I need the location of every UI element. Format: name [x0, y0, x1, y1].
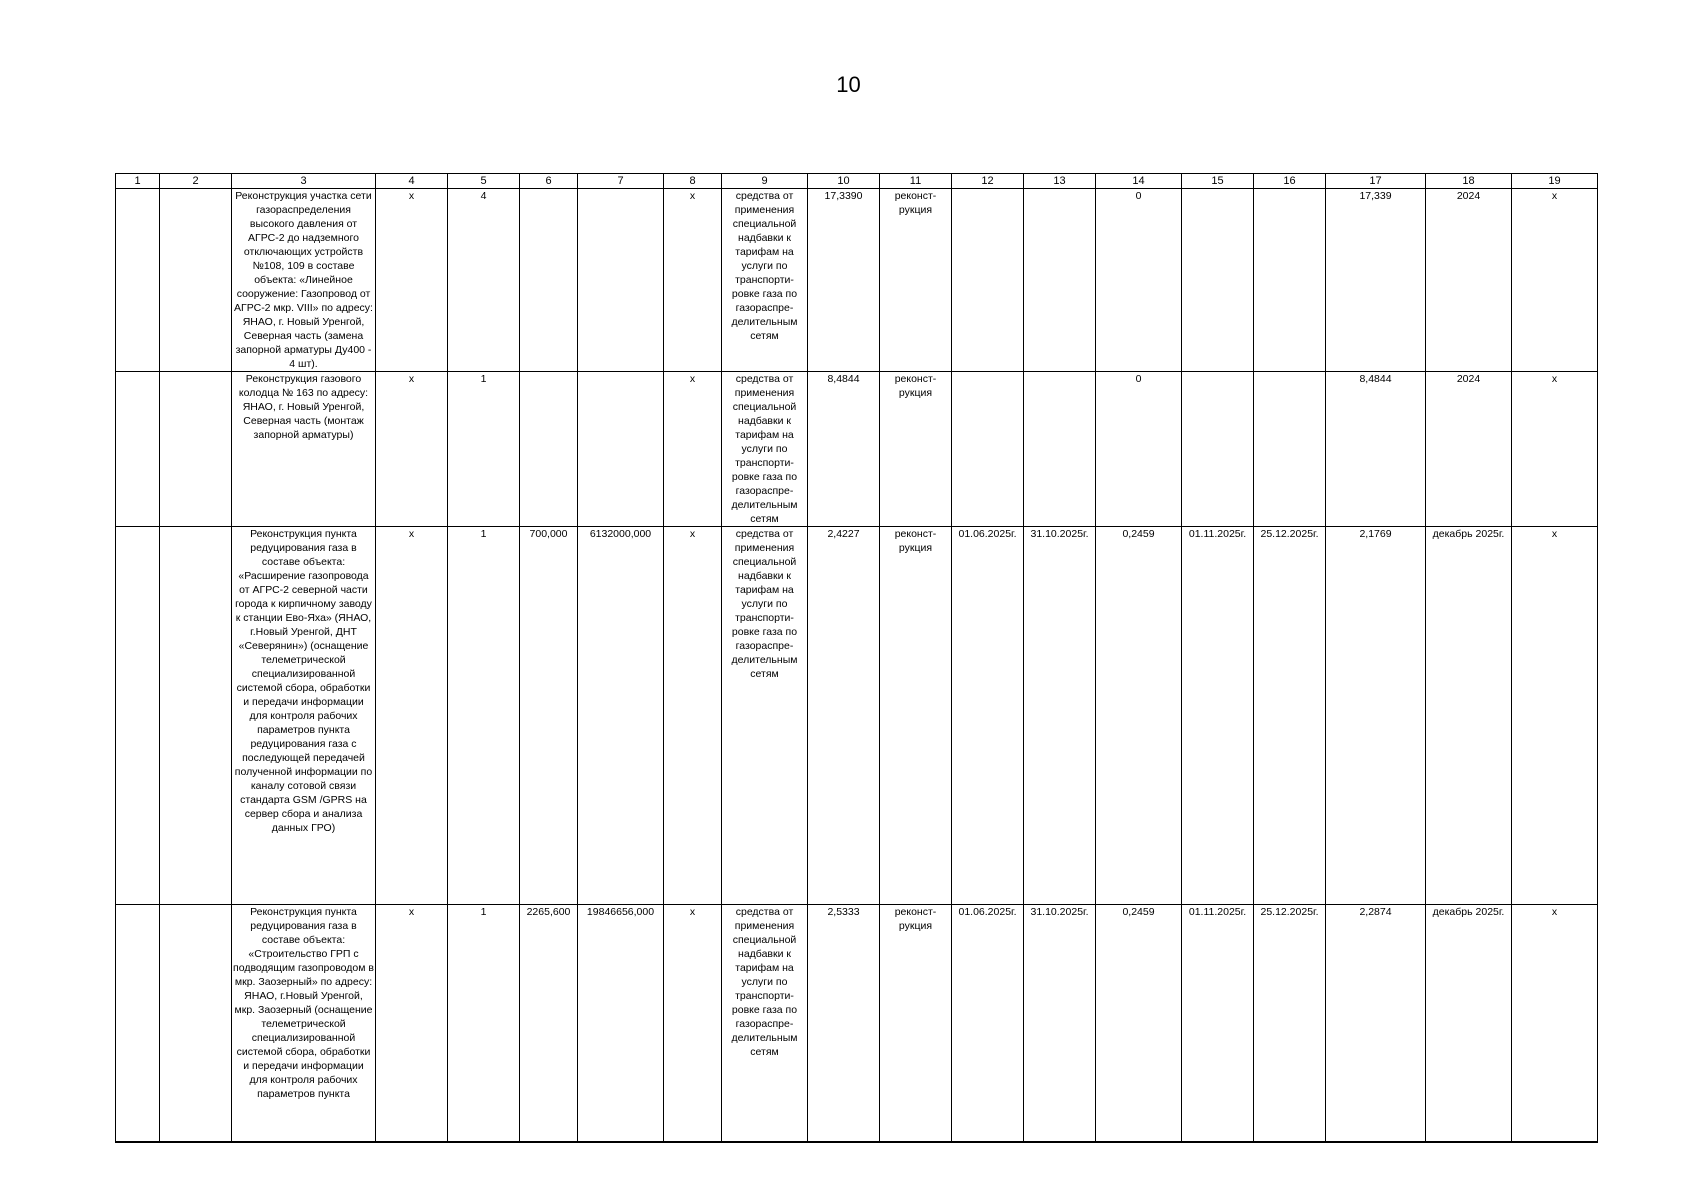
table-cell: 17,3390 — [808, 189, 880, 372]
work-type-cell: реконст-рукция — [880, 189, 952, 372]
table-cell: 0,2459 — [1096, 527, 1182, 905]
table-cell: 6132000,000 — [578, 527, 664, 905]
table-cell: х — [376, 189, 448, 372]
table-cell: 2024 — [1426, 372, 1512, 527]
table-cell: 1 — [448, 905, 520, 1143]
table-cell: 8,4844 — [1326, 372, 1426, 527]
table-cell — [952, 372, 1024, 527]
table-cell: 17,339 — [1326, 189, 1426, 372]
table-row — [116, 372, 1598, 527]
table-cell: 01.06.2025г. — [952, 527, 1024, 905]
table-cell: 2024 — [1426, 189, 1512, 372]
table-cell — [1182, 372, 1254, 527]
table-cell — [578, 189, 664, 372]
table-cell: 4 — [448, 189, 520, 372]
table-cell: 01.11.2025г. — [1182, 905, 1254, 1143]
column-header: 8 — [664, 174, 722, 189]
table-cell: 25.12.2025г. — [1254, 905, 1326, 1143]
table-cell: 0 — [1096, 189, 1182, 372]
table-cell — [1254, 372, 1326, 527]
table-cell — [116, 189, 160, 372]
table-cell: х — [664, 905, 722, 1143]
table-cell — [1024, 372, 1096, 527]
table-cell: 2,4227 — [808, 527, 880, 905]
table-cell — [1182, 189, 1254, 372]
table-cell — [116, 905, 160, 1143]
data-table — [115, 173, 1598, 1143]
column-header: 11 — [880, 174, 952, 189]
table-cell: 1 — [448, 372, 520, 527]
column-header: 13 — [1024, 174, 1096, 189]
table-cell: 19846656,000 — [578, 905, 664, 1143]
funding-source-cell: средства от применения специальной надбавки к тарифам на услуги по транспорти-ровке газа по газораспре-делительным сетям — [722, 189, 808, 372]
table-cell — [160, 189, 232, 372]
table-cell: х — [1512, 527, 1598, 905]
table-cell: 2265,600 — [520, 905, 578, 1143]
column-header: 4 — [376, 174, 448, 189]
header-row — [116, 174, 1598, 189]
column-header: 6 — [520, 174, 578, 189]
table-cell: х — [1512, 372, 1598, 527]
column-header: 2 — [160, 174, 232, 189]
column-header: 7 — [578, 174, 664, 189]
table-cell: 8,4844 — [808, 372, 880, 527]
column-header: 14 — [1096, 174, 1182, 189]
object-description-cell: Реконструкция участка сети газораспределения высокого давления от АГРС-2 до надземного отключающих устройств №108, 109 в составе объекта: «Линейное сооружение: Газопровод от АГРС-2 мкр. VIII» по адресу: ЯНАО, г. Новый Уренгой, Северная часть (замена запорной арматуры Ду400 - 4 шт). — [232, 189, 376, 372]
table-cell — [160, 527, 232, 905]
table-cell — [160, 372, 232, 527]
table-cell: 2,1769 — [1326, 527, 1426, 905]
table-cell — [1254, 189, 1326, 372]
table-cell — [578, 372, 664, 527]
table-cell — [952, 189, 1024, 372]
table-cell: 0,2459 — [1096, 905, 1182, 1143]
column-header: 12 — [952, 174, 1024, 189]
table-cell: 31.10.2025г. — [1024, 527, 1096, 905]
column-header: 19 — [1512, 174, 1598, 189]
table-cell: х — [1512, 905, 1598, 1143]
table-cell — [1024, 189, 1096, 372]
column-header: 18 — [1426, 174, 1512, 189]
column-header: 9 — [722, 174, 808, 189]
object-description-cell: Реконструкция газового колодца № 163 по адресу: ЯНАО, г. Новый Уренгой, Северная часть (монтаж запорной арматуры) — [232, 372, 376, 527]
table-cell: 25.12.2025г. — [1254, 527, 1326, 905]
column-header: 10 — [808, 174, 880, 189]
table-cell: 31.10.2025г. — [1024, 905, 1096, 1143]
funding-source-cell: средства от применения специальной надбавки к тарифам на услуги по транспорти-ровке газа по газораспре-делительным сетям — [722, 372, 808, 527]
table-cell: х — [376, 905, 448, 1143]
funding-source-cell: средства от применения специальной надбавки к тарифам на услуги по транспорти-ровке газа по газораспре-делительным сетям — [722, 905, 808, 1143]
table-cell: 2,5333 — [808, 905, 880, 1143]
column-header: 3 — [232, 174, 376, 189]
column-header: 15 — [1182, 174, 1254, 189]
column-header: 5 — [448, 174, 520, 189]
table-cell — [520, 189, 578, 372]
table-cell: х — [664, 189, 722, 372]
table-cell: 2,2874 — [1326, 905, 1426, 1143]
table-cell: декабрь 2025г. — [1426, 527, 1512, 905]
table-row — [116, 527, 1598, 905]
work-type-cell: реконст-рукция — [880, 527, 952, 905]
column-header: 17 — [1326, 174, 1426, 189]
work-type-cell: реконст-рукция — [880, 372, 952, 527]
work-type-cell: реконст-рукция — [880, 905, 952, 1143]
table-row — [116, 905, 1598, 1143]
table-cell: х — [664, 372, 722, 527]
table-cell — [116, 372, 160, 527]
table-cell — [520, 372, 578, 527]
table-cell: 700,000 — [520, 527, 578, 905]
table-cell: х — [376, 372, 448, 527]
table-cell: х — [1512, 189, 1598, 372]
table-cell: декабрь 2025г. — [1426, 905, 1512, 1143]
table-row — [116, 189, 1598, 372]
column-header: 1 — [116, 174, 160, 189]
object-description-cell: Реконструкция пункта редуцирования газа в составе объекта: «Расширение газопровода от АГРС-2 северной части города к кирпичному заводу к станции Ево-Яха» (ЯНАО, г.Новый Уренгой, ДНТ «Северянин») (оснащение телеметрической специализированной системой сбора, обработки и передачи информации для контроля рабочих параметров пункта редуцирования газа с последующей передачей полученной информации по каналу сотовой связи стандарта GSM /GPRS на сервер сбора и анализа данных ГРО) — [232, 527, 376, 905]
funding-source-cell: средства от применения специальной надбавки к тарифам на услуги по транспорти-ровке газа по газораспре-делительным сетям — [722, 527, 808, 905]
table-cell: 01.11.2025г. — [1182, 527, 1254, 905]
column-header: 16 — [1254, 174, 1326, 189]
table-cell: х — [376, 527, 448, 905]
table-cell: 1 — [448, 527, 520, 905]
table-cell: 01.06.2025г. — [952, 905, 1024, 1143]
table-cell: 0 — [1096, 372, 1182, 527]
table-cell: х — [664, 527, 722, 905]
page-number: 10 — [836, 72, 861, 97]
table-cell — [160, 905, 232, 1143]
table-cell — [116, 527, 160, 905]
object-description-cell: Реконструкция пункта редуцирования газа в составе объекта: «Строительство ГРП с подводящим газопроводом в мкр. Заозерный» по адресу: ЯНАО, г.Новый Уренгой, мкр. Заозерный (оснащение телеметрической специализированной системой сбора, обработки и передачи информации для контроля рабочих параметров пункта — [232, 905, 376, 1143]
